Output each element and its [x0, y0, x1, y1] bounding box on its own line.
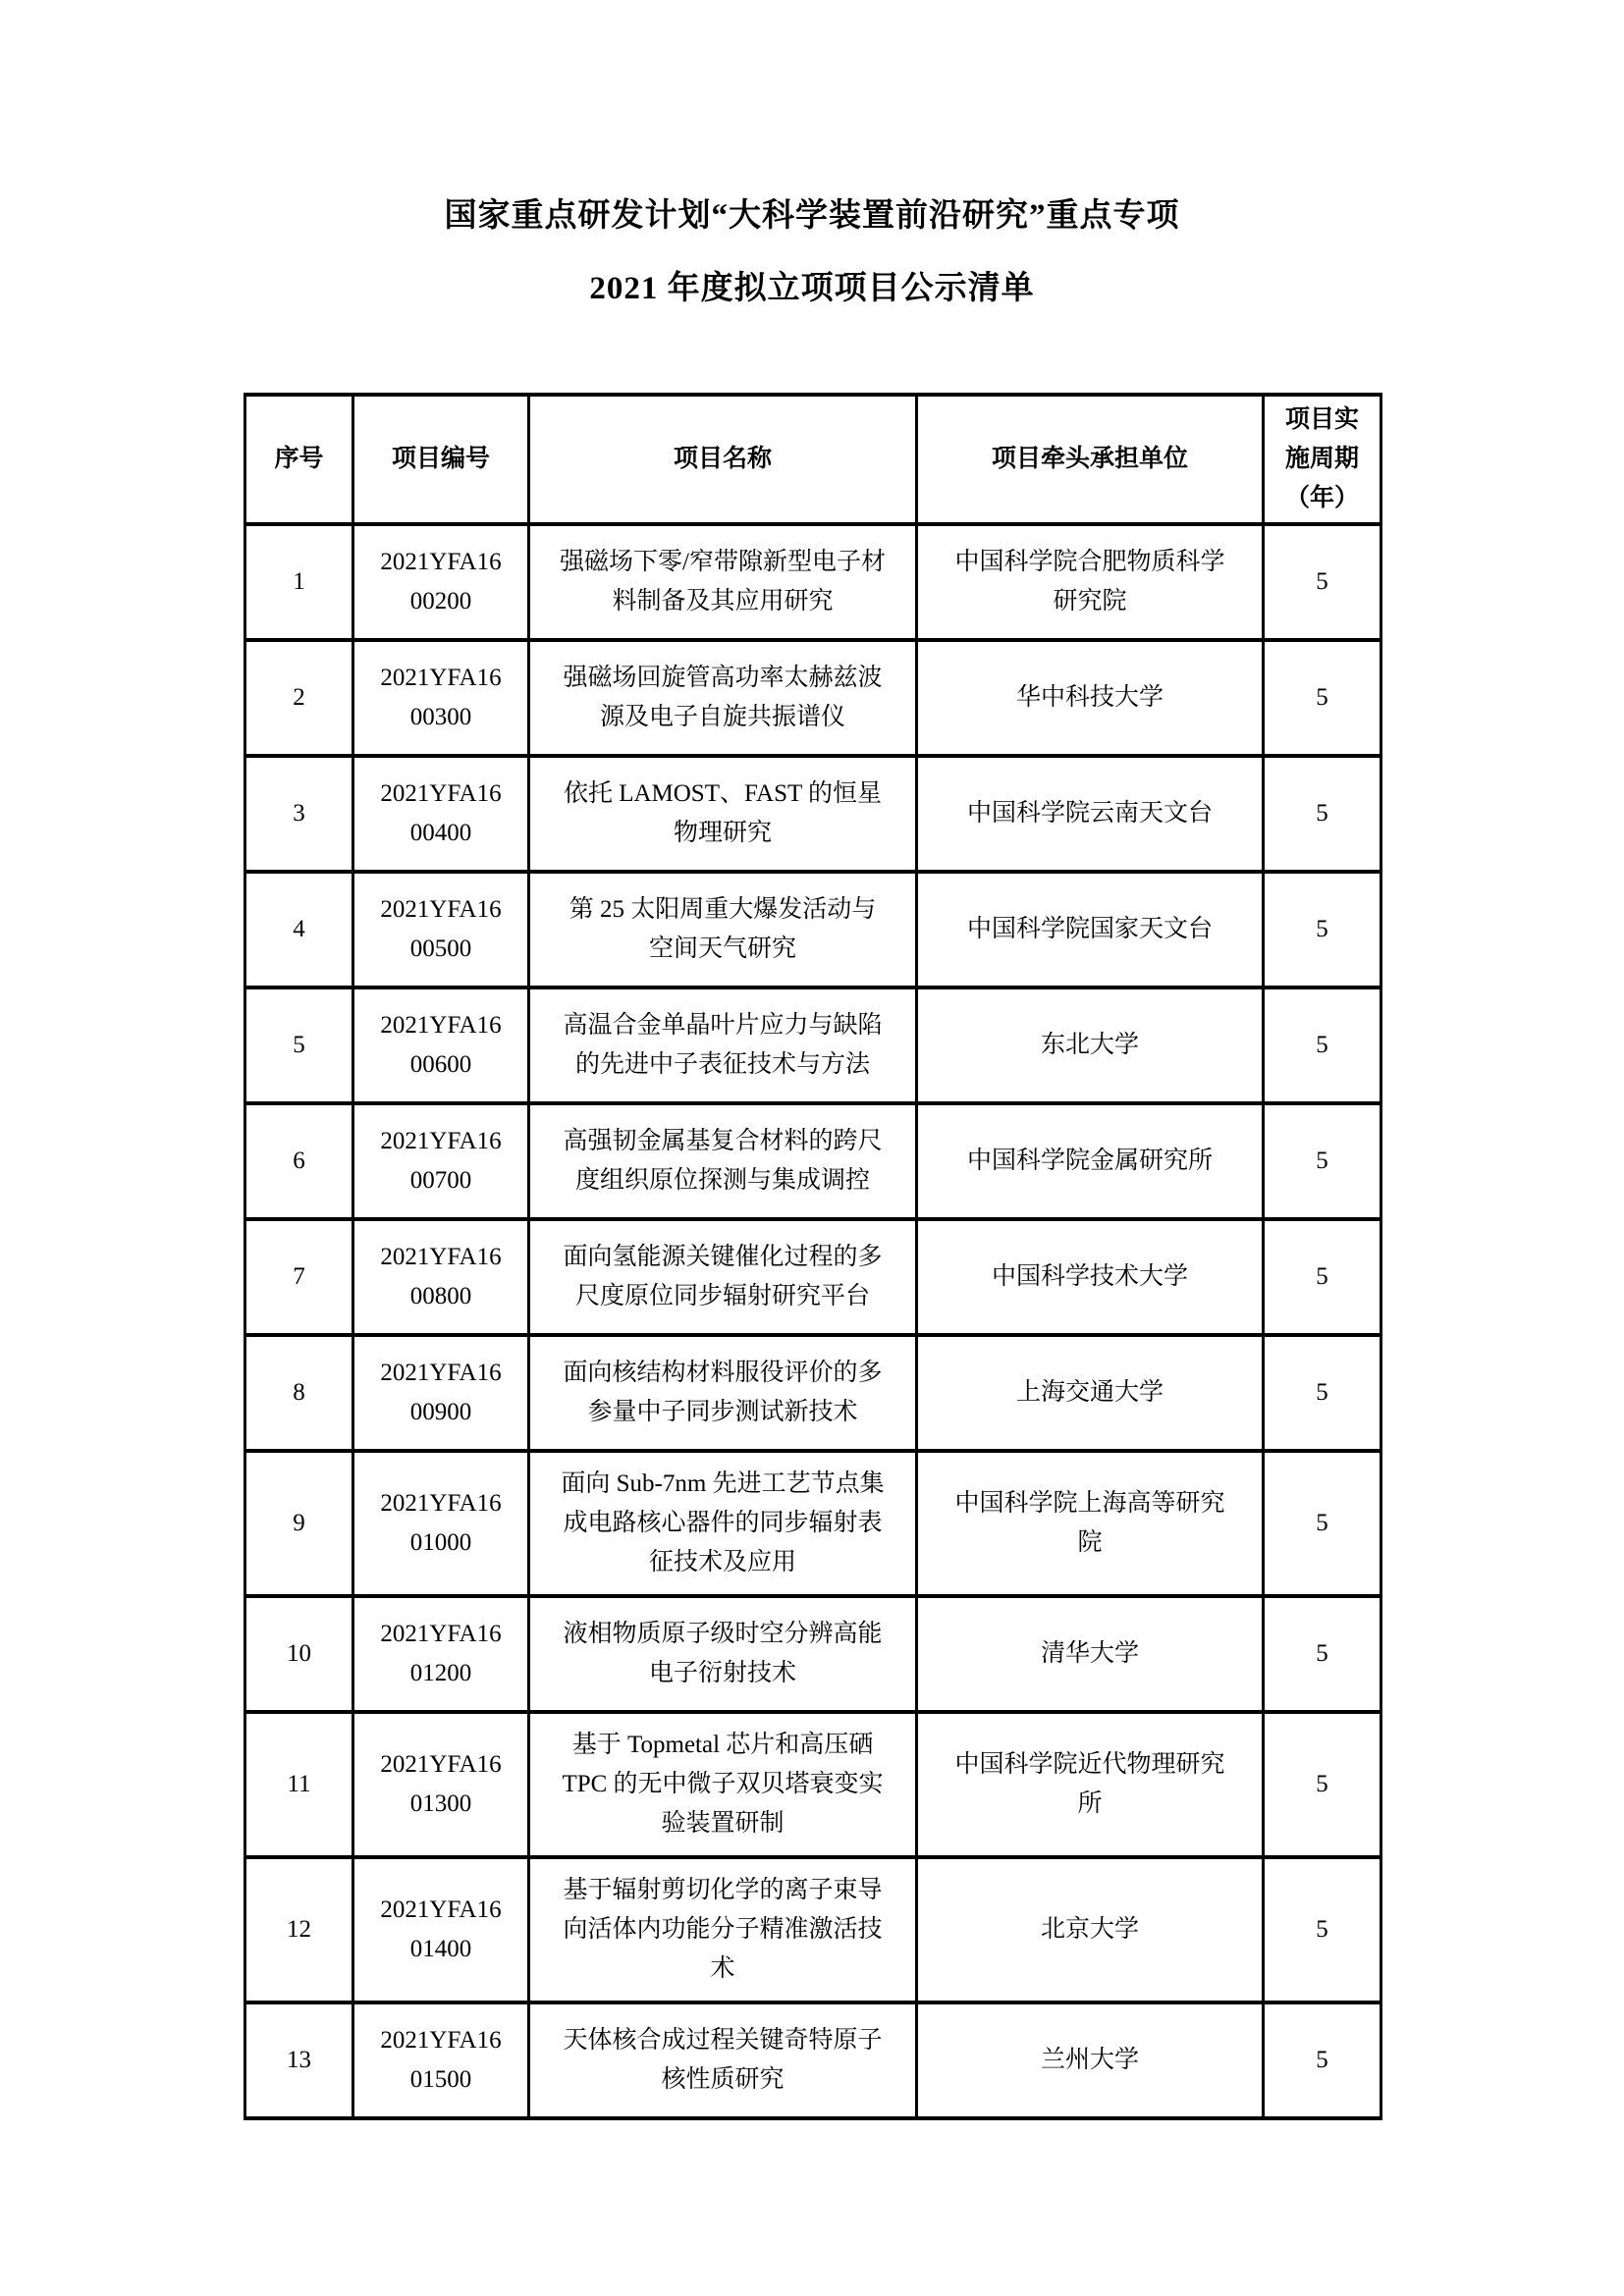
table-row	[245, 524, 1381, 640]
row-period-years: 5	[1264, 988, 1381, 1103]
table-row	[245, 1335, 1381, 1451]
row-period-years: 5	[1264, 1103, 1381, 1219]
row-project-name: 强磁场下零/窄带隙新型电子材料制备及其应用研究	[529, 524, 917, 640]
row-period-years: 5	[1264, 1857, 1381, 2002]
row-project-name: 面向氢能源关键催化过程的多尺度原位同步辐射研究平台	[529, 1219, 917, 1335]
row-lead-org: 中国科学技术大学	[917, 1219, 1264, 1335]
document-title-line1: 国家重点研发计划“大科学装置前沿研究”重点专项	[444, 198, 1180, 234]
row-code-line1: 2021YFA16	[380, 1751, 502, 1778]
row-lead-org: 中国科学院国家天文台	[917, 872, 1264, 988]
row-seq-number: 11	[245, 1712, 353, 1857]
row-code-line1: 2021YFA16	[380, 2027, 502, 2054]
row-lead-org: 中国科学院合肥物质科学研究院	[917, 524, 1264, 640]
row-project-code	[353, 1219, 529, 1335]
table-row	[245, 1103, 1381, 1219]
row-code-line2: 00300	[409, 704, 472, 730]
row-seq-number: 5	[245, 988, 353, 1103]
row-lead-org: 北京大学	[917, 1857, 1264, 2002]
table-row	[245, 756, 1381, 872]
row-code-line2: 00800	[409, 1283, 472, 1309]
row-code-line1: 2021YFA16	[380, 780, 502, 807]
row-code-line1: 2021YFA16	[380, 1128, 502, 1154]
row-code-line2: 00200	[409, 588, 472, 614]
row-code-line1: 2021YFA16	[380, 896, 502, 923]
row-lead-org: 中国科学院上海高等研究院	[917, 1451, 1264, 1596]
row-code-line1: 2021YFA16	[380, 1360, 502, 1386]
row-seq-number: 13	[245, 2002, 353, 2118]
row-code-line2: 00600	[409, 1051, 472, 1078]
row-project-code	[353, 524, 529, 640]
table-body	[245, 524, 1381, 2118]
row-project-code	[353, 872, 529, 988]
row-period-years: 5	[1264, 2002, 1381, 2118]
table-row	[245, 1219, 1381, 1335]
row-code-line2: 00700	[409, 1167, 472, 1194]
row-lead-org: 中国科学院近代物理研究所	[917, 1712, 1264, 1857]
row-code-line2: 01400	[409, 1936, 472, 1962]
row-project-name: 高强韧金属基复合材料的跨尺度组织原位探测与集成调控	[529, 1103, 917, 1219]
header-lead-org: 项目牵头承担单位	[917, 395, 1264, 524]
row-code-line1: 2021YFA16	[380, 1896, 502, 1923]
row-code-line2: 01000	[409, 1529, 472, 1556]
table-row	[245, 2002, 1381, 2118]
row-period-years: 5	[1264, 524, 1381, 640]
row-seq-number: 8	[245, 1335, 353, 1451]
header-project-code: 项目编号	[353, 395, 529, 524]
row-lead-org: 兰州大学	[917, 2002, 1264, 2118]
row-period-years: 5	[1264, 1596, 1381, 1712]
row-project-name: 强磁场回旋管高功率太赫兹波源及电子自旋共振谱仪	[529, 640, 917, 756]
row-code-line2: 00400	[409, 820, 472, 846]
row-seq-number: 1	[245, 524, 353, 640]
row-project-code	[353, 756, 529, 872]
row-code-line2: 00500	[409, 935, 472, 962]
row-period-years: 5	[1264, 1712, 1381, 1857]
row-project-code	[353, 2002, 529, 2118]
row-code-line1: 2021YFA16	[380, 549, 502, 575]
row-project-name: 基于辐射剪切化学的离子束导向活体内功能分子精准激活技术	[529, 1857, 917, 2002]
row-project-code	[353, 1335, 529, 1451]
row-project-code	[353, 1857, 529, 2002]
row-project-name: 面向核结构材料服役评价的多参量中子同步测试新技术	[529, 1335, 917, 1451]
table-row	[245, 1451, 1381, 1596]
row-lead-org: 中国科学院云南天文台	[917, 756, 1264, 872]
header-period-years: 项目实施周期（年）	[1264, 395, 1381, 524]
row-project-name: 液相物质原子级时空分辨高能电子衍射技术	[529, 1596, 917, 1712]
row-code-line2: 01500	[409, 2066, 472, 2093]
table-header	[245, 395, 1381, 524]
table-row	[245, 1596, 1381, 1712]
row-project-name: 天体核合成过程关键奇特原子核性质研究	[529, 2002, 917, 2118]
row-project-code	[353, 988, 529, 1103]
row-period-years: 5	[1264, 1451, 1381, 1596]
row-project-code	[353, 1103, 529, 1219]
row-seq-number: 10	[245, 1596, 353, 1712]
row-project-name: 第 25 太阳周重大爆发活动与空间天气研究	[529, 872, 917, 988]
row-lead-org: 华中科技大学	[917, 640, 1264, 756]
row-code-line1: 2021YFA16	[380, 1490, 502, 1517]
row-project-name: 面向 Sub-7nm 先进工艺节点集成电路核心器件的同步辐射表征技术及应用	[529, 1451, 917, 1596]
row-seq-number: 3	[245, 756, 353, 872]
row-project-code	[353, 1451, 529, 1596]
row-lead-org: 中国科学院金属研究所	[917, 1103, 1264, 1219]
table-header-row	[245, 395, 1381, 524]
header-project-name: 项目名称	[529, 395, 917, 524]
row-lead-org: 上海交通大学	[917, 1335, 1264, 1451]
row-project-code	[353, 640, 529, 756]
row-project-code	[353, 1712, 529, 1857]
row-seq-number: 6	[245, 1103, 353, 1219]
row-code-line1: 2021YFA16	[380, 665, 502, 691]
row-code-line1: 2021YFA16	[380, 1244, 502, 1270]
table-row	[245, 1857, 1381, 2002]
row-period-years: 5	[1264, 756, 1381, 872]
row-code-line1: 2021YFA16	[380, 1621, 502, 1647]
table-row	[245, 640, 1381, 756]
row-seq-number: 12	[245, 1857, 353, 2002]
row-code-line2: 01200	[409, 1660, 472, 1686]
row-seq-number: 7	[245, 1219, 353, 1335]
table-row	[245, 872, 1381, 988]
row-lead-org: 东北大学	[917, 988, 1264, 1103]
row-seq-number: 4	[245, 872, 353, 988]
row-period-years: 5	[1264, 640, 1381, 756]
row-project-name: 依托 LAMOST、FAST 的恒星物理研究	[529, 756, 917, 872]
row-project-name: 高温合金单晶叶片应力与缺陷的先进中子表征技术与方法	[529, 988, 917, 1103]
table-row	[245, 988, 1381, 1103]
row-seq-number: 2	[245, 640, 353, 756]
row-seq-number: 9	[245, 1451, 353, 1596]
row-code-line2: 01300	[409, 1790, 472, 1817]
row-project-code	[353, 1596, 529, 1712]
projects-table	[244, 393, 1382, 2120]
row-project-name: 基于 Topmetal 芯片和高压硒 TPC 的无中微子双贝塔衰变实验装置研制	[529, 1712, 917, 1857]
row-code-line1: 2021YFA16	[380, 1012, 502, 1039]
row-lead-org: 清华大学	[917, 1596, 1264, 1712]
row-period-years: 5	[1264, 1335, 1381, 1451]
row-code-line2: 00900	[409, 1399, 472, 1425]
row-period-years: 5	[1264, 1219, 1381, 1335]
header-seq-number: 序号	[245, 395, 353, 524]
row-period-years: 5	[1264, 872, 1381, 988]
document-title-line2: 2021 年度拟立项项目公示清单	[589, 271, 1035, 306]
table-row	[245, 1712, 1381, 1857]
